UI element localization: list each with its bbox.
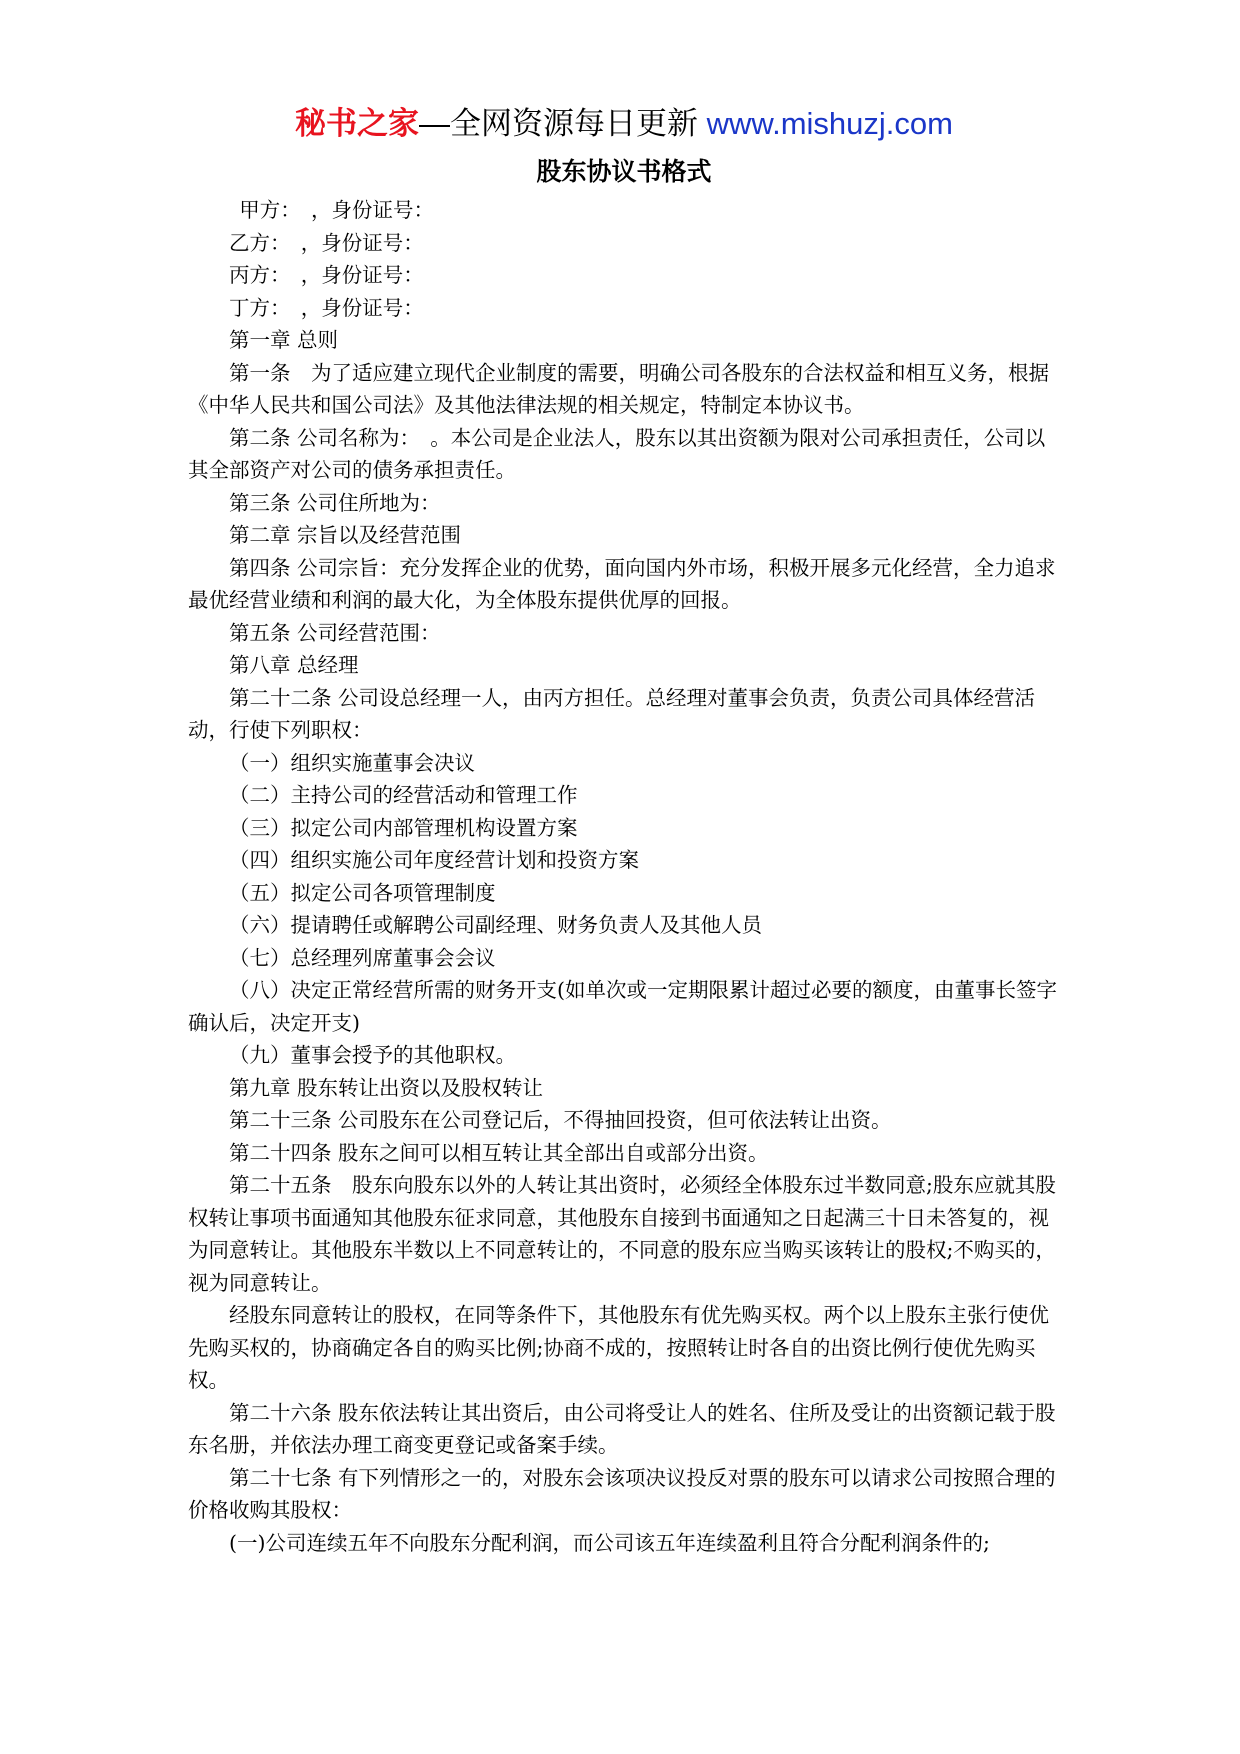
paragraph: 第二十二条 公司设总经理一人，由丙方担任。总经理对董事会负责，负责公司具体经营活动，行使下列职权： xyxy=(188,685,1036,742)
paragraph: 第二十五条 股东向股东以外的人转让其出资时，必须经全体股东过半数同意;股东应就其股权转让事项书面通知其他股东征求同意，其他股东自接到书面通知之日起满三十日未答复的，视为同意转让。其他股东半数以上不同意转让的，不同意的股东应当购买该转让的股权;不购买的，视为同意转让。 xyxy=(188,1173,1056,1295)
paragraph: 丙方： ，身份证号： xyxy=(229,263,424,287)
paragraph: 第三条 公司住所地为： xyxy=(229,490,441,515)
document-body xyxy=(188,194,1060,1559)
paragraph: 第二十七条 有下列情形之一的，对股东会该项决议投反对票的股东可以请求公司按照合理的价格收购其股权： xyxy=(188,1465,1056,1522)
paragraph: 第九章 股东转让出资以及股权转让 xyxy=(229,1075,544,1100)
paragraph: 第二十三条 公司股东在公司登记后，不得抽回投资，但可依法转让出资。 xyxy=(229,1108,892,1132)
paragraph: 丁方： ，身份证号： xyxy=(229,295,424,320)
brand-name: 秘书之家 xyxy=(295,106,420,141)
paragraph: （六）提请聘任或解聘公司副经理、财务负责人及其他人员 xyxy=(229,913,762,937)
paragraph: 第二条 公司名称为： 。本公司是企业法人，股东以其出资额为限对公司承担责任，公司以其全部资产对公司的债务承担责任。 xyxy=(188,425,1046,482)
paragraph: 经股东同意转让的股权，在同等条件下，其他股东有优先购买权。两个以上股东主张行使优先购买权的，协商确定各自的购买比例;协商不成的，按照转让时各自的出资比例行使优先购买权。 xyxy=(188,1303,1049,1392)
paragraph: 第八章 总经理 xyxy=(229,653,359,677)
paragraph: 第二章 宗旨以及经营范围 xyxy=(229,523,462,547)
paragraph: 第一条 为了适应建立现代企业制度的需要，明确公司各股东的合法权益和相互义务，根据《中华人民共和国公司法》及其他法律法规的相关规定，特制定本协议书。 xyxy=(188,360,1049,417)
document-title: 股东协议书格式 xyxy=(536,157,712,186)
paragraph: （二）主持公司的经营活动和管理工作 xyxy=(229,783,578,807)
paragraph: 第二十四条 股东之间可以相互转让其全部出自或部分出资。 xyxy=(229,1140,769,1165)
paragraph: 第二十六条 股东依法转让其出资后，由公司将受让人的姓名、住所及受让的出资额记载于股东名册，并依法办理工商变更登记或备案手续。 xyxy=(188,1400,1056,1457)
paragraph: （七）总经理列席董事会会议 xyxy=(229,945,496,970)
paragraph: 乙方： ，身份证号： xyxy=(229,230,424,255)
paragraph: (一)公司连续五年不向股东分配利润，而公司该五年连续盈利且符合分配利润条件的; xyxy=(229,1530,990,1555)
paragraph: （一）组织实施董事会决议 xyxy=(229,750,475,775)
paragraph: 第一章 总则 xyxy=(229,328,339,352)
paragraph: 第五条 公司经营范围： xyxy=(229,620,441,645)
paragraph: （八）决定正常经营所需的财务开支(如单次或一定期限累计超过必要的额度，由董事长签字确认后，决定开支) xyxy=(188,978,1057,1035)
paragraph: （四）组织实施公司年度经营计划和投资方案 xyxy=(229,848,639,872)
tagline: —全网资源每日更新 xyxy=(419,106,707,141)
paragraph: 甲方： ，身份证号： xyxy=(239,198,434,222)
paragraph: （三）拟定公司内部管理机构设置方案 xyxy=(229,815,578,840)
paragraph: （五）拟定公司各项管理制度 xyxy=(229,880,496,905)
paragraph: 第四条 公司宗旨：充分发挥企业的优势，面向国内外市场，积极开展多元化经营，全力追求最优经营业绩和利润的最大化，为全体股东提供优厚的回报。 xyxy=(188,555,1056,612)
paragraph: （九）董事会授予的其他职权。 xyxy=(229,1043,516,1067)
site-header xyxy=(188,98,1060,150)
site-url: www.mishuzj.com xyxy=(706,106,953,141)
